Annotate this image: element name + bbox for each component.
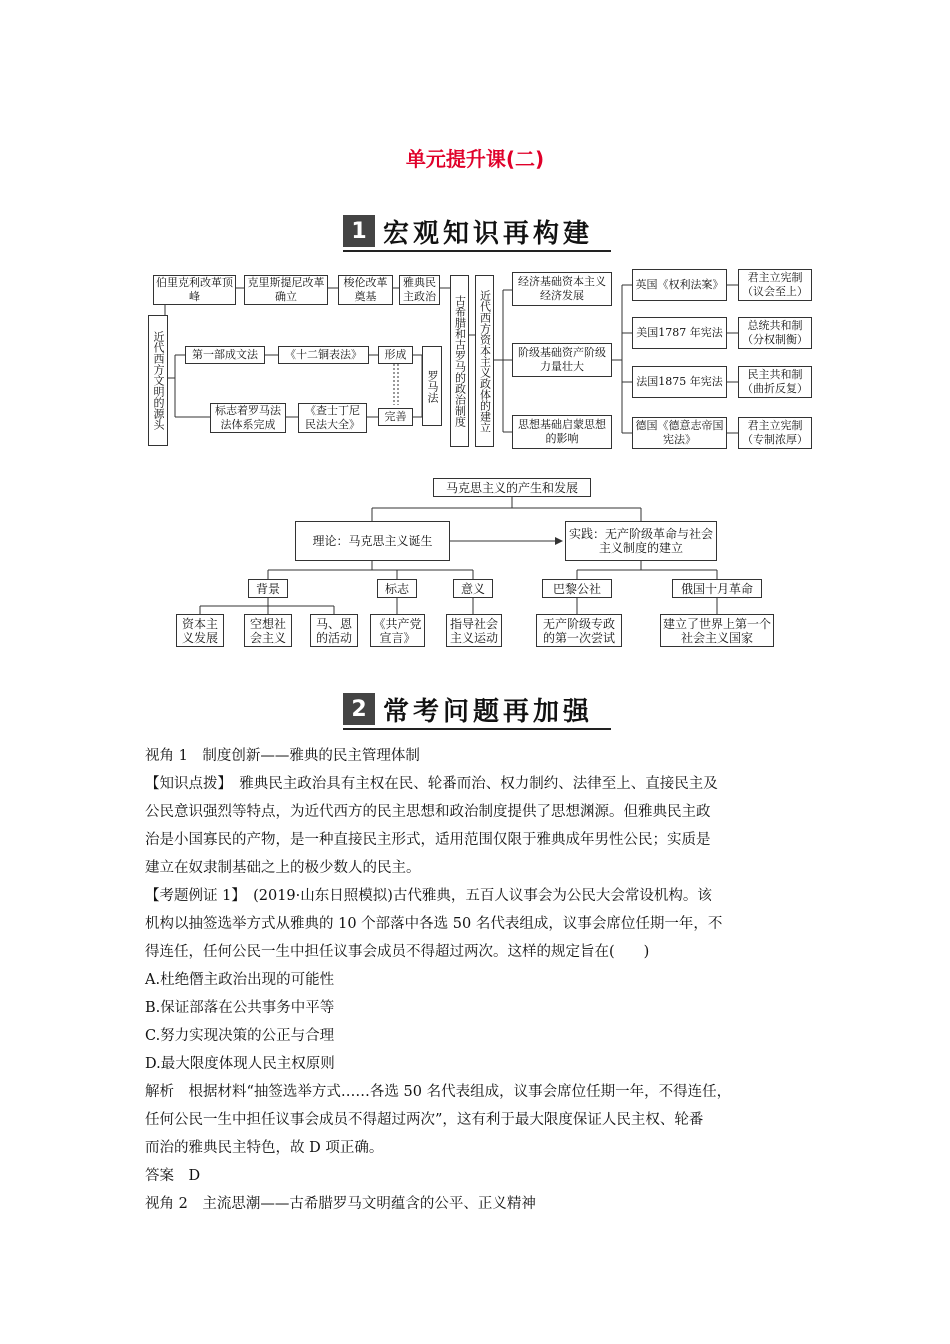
us-result-box: 总统共和制（分权制衡） <box>738 317 812 349</box>
perspective-2-heading: 视角 2 主流思潮——古希腊罗马文明蕴含的公平、正义精神 <box>145 1196 536 1212</box>
answer-line: 答案 D <box>145 1168 201 1184</box>
paris-commune-box: 巴黎公社 <box>542 579 612 598</box>
knowledge-tip-line-3: 治是小国寡民的产物，是一种直接民主形式，适用范围仅限于雅典成年男性公民；实质是 <box>145 832 711 848</box>
marxism-root-box: 马克思主义的产生和发展 <box>433 478 591 497</box>
fr-box: 法国1875 年宪法 <box>632 366 727 398</box>
option-d: D.最大限度体现人民主权原则 <box>145 1056 335 1072</box>
analysis-line-2: 任何公民一生中担任议事会成员不得超过两次”，这有利于最大限度保证人民主权、轮番 <box>145 1112 704 1128</box>
modern-west-box: 近代西方资本主义政体的建立 <box>475 275 494 447</box>
section-2-title: 常考问题再加强 <box>383 696 594 727</box>
meaning-box: 意义 <box>453 579 493 598</box>
de-box: 德国《德意志帝国宪法》 <box>632 417 727 449</box>
option-c: C.努力实现决策的公正与合理 <box>145 1028 335 1044</box>
athens-box: 雅典民主政治 <box>399 275 440 305</box>
econ-basis-box: 经济基础资本主义经济发展 <box>512 272 612 306</box>
first-attempt-box: 无产阶级专政的第一次尝试 <box>536 614 622 647</box>
capitalism-box: 资本主义发展 <box>176 614 224 647</box>
knowledge-tip-line-1: 【知识点拨】 雅典民主政治具有主权在民、轮番而治、权力制约、法律至上、直接民主及 <box>145 776 718 792</box>
knowledge-tip-line-4: 建立在奴隶制基础之上的极少数人的民主。 <box>145 860 421 876</box>
section-1-number: 1 <box>343 215 375 247</box>
utopian-box: 空想社会主义 <box>244 614 292 647</box>
manifesto-box: 《共产党宣言》 <box>370 614 425 647</box>
example-line-2: 机构以抽签选举方式从雅典的 10 个部落中各选 50 名代表组成，议事会席位任期一年，不 <box>145 916 723 932</box>
greco-roman-box: 古希腊和古罗马的政治制度 <box>450 275 469 447</box>
option-a: A.杜绝僭主政治出现的可能性 <box>145 972 335 988</box>
mark-box: 标志 <box>377 579 417 598</box>
analysis-line-3: 而治的雅典民主特色，故 D 项正确。 <box>145 1140 384 1156</box>
section-2-header <box>343 690 593 728</box>
rome-law-box: 罗马法 <box>422 346 442 426</box>
twelve-tables-box: 《十二铜表法》 <box>278 346 369 364</box>
example-line-1: 【考题例证 1】 (2019·山东日照模拟)古代雅典，五百人议事会为公民大会常设机构。该 <box>145 888 712 904</box>
perfected-box: 完善 <box>378 408 413 426</box>
option-b: B.保证部落在公共事务中平等 <box>145 1000 335 1016</box>
section-1-title: 宏观知识再构建 <box>383 218 594 249</box>
us-box: 美国1787 年宪法 <box>632 317 727 349</box>
practice-box: 实践：无产阶级革命与社会主义制度的建立 <box>565 521 717 561</box>
first-law-box: 第一部成文法 <box>185 346 265 364</box>
example-line-3: 得连任，任何公民一生中担任议事会成员不得超过两次。这样的规定旨在( ) <box>145 944 650 960</box>
west-origin-box: 近代西方文明的源头 <box>148 315 168 446</box>
de-result-box: 君主立宪制（专制浓厚） <box>738 417 812 449</box>
formed-box: 形成 <box>378 346 413 364</box>
solon-box: 梭伦改革奠基 <box>338 275 393 305</box>
fr-result-box: 民主共和制（曲折反复） <box>738 366 812 398</box>
background-box: 背景 <box>248 579 288 598</box>
page-title: 单元提升课(二) <box>405 147 545 171</box>
theory-box: 理论：马克思主义诞生 <box>295 521 450 561</box>
uk-box: 英国《权利法案》 <box>632 269 727 301</box>
marx-engels-box: 马、恩的活动 <box>310 614 358 647</box>
first-socialist-state-box: 建立了世界上第一个社会主义国家 <box>660 614 774 647</box>
uk-result-box: 君主立宪制（议会至上） <box>738 269 812 301</box>
justinian-box: 《查士丁尼民法大全》 <box>298 403 367 433</box>
guide-movement-box: 指导社会主义运动 <box>446 614 502 647</box>
perspective-1-heading: 视角 1 制度创新——雅典的民主管理体制 <box>145 748 420 764</box>
class-basis-box: 阶级基础资产阶级力量壮大 <box>512 343 612 377</box>
october-revolution-box: 俄国十月革命 <box>672 579 762 598</box>
rome-law-complete-box: 标志着罗马法法体系完成 <box>210 403 286 433</box>
knowledge-tip-line-2: 公民意识强烈等特点，为近代西方的民主思想和政治制度提供了思想渊源。但雅典民主政 <box>145 804 711 820</box>
section-2-number: 2 <box>343 693 375 725</box>
thought-basis-box: 思想基础启蒙思想的影响 <box>512 415 612 449</box>
cleisthenes-box: 克里斯提尼改革确立 <box>244 275 328 305</box>
analysis-line-1: 解析 根据材料“抽签选举方式……各选 50 名代表组成，议事会席位任期一年，不得连任， <box>145 1084 732 1100</box>
pericles-box: 伯里克利改革顶峰 <box>153 275 236 305</box>
